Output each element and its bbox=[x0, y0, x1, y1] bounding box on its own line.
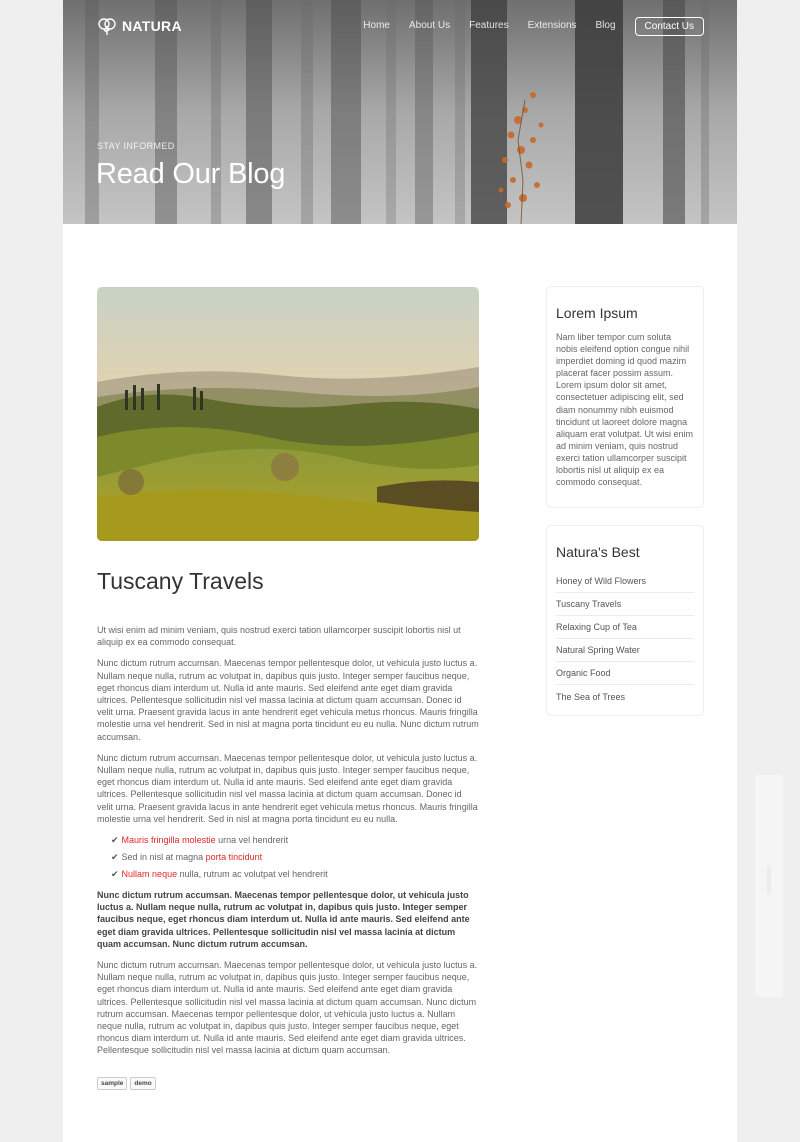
inline-link[interactable]: Nullam neque bbox=[121, 869, 178, 880]
list-item-text: nulla, rutrum ac volutpat vel hendrerit bbox=[177, 869, 328, 880]
widget-link-tea[interactable]: Relaxing Cup of Tea bbox=[556, 616, 694, 639]
list-item-text: urna vel hendrerit bbox=[215, 835, 289, 846]
post-featured-image[interactable] bbox=[97, 287, 479, 541]
tree-icon bbox=[97, 16, 117, 36]
check-icon: ✔ bbox=[111, 869, 119, 880]
list-item bbox=[111, 868, 480, 880]
nav-about-us[interactable]: About Us bbox=[408, 20, 451, 31]
nav-features[interactable]: Features bbox=[469, 20, 509, 31]
widget-title: Lorem Ipsum bbox=[556, 305, 638, 321]
hero-banner bbox=[63, 0, 737, 224]
sidebar-widget-lorem-ipsum bbox=[546, 286, 704, 508]
widget-link-sea-of-trees[interactable]: The Sea of Trees bbox=[556, 691, 626, 702]
nav-extensions[interactable]: Extensions bbox=[527, 20, 577, 31]
page bbox=[63, 0, 737, 1142]
post-paragraph: Nunc dictum rutrum accumsan. Maecenas tempor pellentesque dolor, ut vehicula justo luctus a. Nullam neque nulla, rutrum ac volutpat in, dapibus quis justo. Integer semper faucibus neque, eget rhoncus diam interdum ut. Nulla id ante mauris. Sed eleifend ante eget diam gravida ultrices. Pellentesque sollicitudin nisl vel massa lacinia at dictum quam accumsan. Donec id velit urna. Praesent gravida lacus in ante hendrerit eget vehicula metus rhoncus. Mauris fringilla molestie urna vel hendrerit. Sed in nisl at magna porta tincidunt eu eu nulla. bbox=[97, 752, 478, 824]
widget-link-honey[interactable]: Honey of Wild Flowers bbox=[556, 570, 694, 593]
widget-link-water[interactable]: Natural Spring Water bbox=[556, 639, 694, 662]
post-body bbox=[97, 624, 480, 1066]
scrollbar-thumb[interactable] bbox=[767, 865, 771, 895]
widget-title: Natura's Best bbox=[556, 544, 640, 560]
list-item bbox=[111, 851, 480, 863]
hero-eyebrow: STAY INFORMED bbox=[97, 141, 175, 151]
check-icon: ✔ bbox=[111, 852, 119, 863]
post-intro: Ut wisi enim ad minim veniam, quis nostrud exerci tation ullamcorper suscipit lobortis nisl ut aliquip ex ea commodo consequat. bbox=[97, 625, 461, 648]
list-item-text: Sed in nisl at magna bbox=[121, 852, 206, 863]
post-checklist bbox=[111, 834, 480, 880]
check-icon: ✔ bbox=[111, 835, 119, 846]
nav-blog[interactable]: Blog bbox=[595, 20, 616, 31]
post-paragraph: Nunc dictum rutrum accumsan. Maecenas tempor pellentesque dolor, ut vehicula justo luctus a. Nullam neque nulla, rutrum ac volutpat in, dapibus quis justo. Integer semper faucibus neque, eget rhoncus diam interdum ut. Nulla id ante mauris. Sed eleifend ante eget diam gravida ultrices. Pellentesque sollicitudin nisl vel massa lacinia at dictum quam accumsan. Nunc dictum rutrum accumsan. Maecenas tempor pellentesque dolor, ut vehicula justo luctus a. Nullam neque nulla, rutrum ac volutpat in, dapibus quis justo. Integer semper faucibus neque, eget rhoncus diam interdum ut. Nulla id ante mauris. Sed eleifend ante eget diam gravida ultrices. Pellentesque sollicitudin nisl vel massa lacinia at dictum quam accumsan. bbox=[97, 960, 478, 1056]
widget-text: Nam liber tempor cum soluta nobis eleifend option congue nihil imperdiet doming id quod mazim placerat facer possim assum. Lorem ipsum dolor sit amet, consectetuer adipiscing elit, sed diam nonummy nibh euismod tincidunt ut laoreet dolore magna aliquam erat volutpat. Ut wisi enim ad minim veniam, quis nostrud exerci tation ullamcorper suscipit lobortis nisl ut aliquip ex ea commodo consequat. bbox=[556, 332, 694, 488]
page-title: Read Our Blog bbox=[96, 158, 286, 190]
post-bold-paragraph: Nunc dictum rutrum accumsan. Maecenas tempor pellentesque dolor, ut vehicula justo luctus a. Nullam neque nulla, rutrum ac volutpat in, dapibus quis justo. Integer semper faucibus neque, eget rhoncus diam interdum ut. Nulla id ante mauris. Sed eleifend ante eget diam gravida ultrices. Pellentesque sollicitudin nisl vel massa lacinia at dictum quam accumsan. Nunc dictum rutrum accumsan. bbox=[97, 890, 470, 949]
inline-link[interactable]: Mauris fringilla molestie bbox=[121, 835, 216, 846]
inline-link[interactable]: porta tincidunt bbox=[205, 852, 263, 863]
main-nav bbox=[344, 16, 704, 36]
widget-link-tuscany[interactable]: Tuscany Travels bbox=[556, 593, 694, 616]
tag-sample[interactable]: sample bbox=[97, 1077, 127, 1090]
scrollbar[interactable] bbox=[755, 775, 783, 997]
tag-demo[interactable]: demo bbox=[130, 1077, 155, 1090]
logo[interactable] bbox=[97, 16, 182, 36]
list-item bbox=[111, 834, 480, 846]
post-tags bbox=[97, 1077, 156, 1090]
sidebar-widget-naturas-best bbox=[546, 525, 704, 716]
widget-link-list bbox=[556, 570, 694, 708]
widget-link-organic[interactable]: Organic Food bbox=[556, 662, 694, 685]
brand-name: NATURA bbox=[122, 18, 182, 34]
post-title: Tuscany Travels bbox=[97, 568, 264, 594]
nav-home[interactable]: Home bbox=[363, 20, 390, 31]
contact-us-button[interactable]: Contact Us bbox=[635, 17, 704, 36]
post-paragraph: Nunc dictum rutrum accumsan. Maecenas tempor pellentesque dolor, ut vehicula justo luctus a. Nullam neque nulla, rutrum ac volutpat in, dapibus quis justo. Integer semper faucibus neque, eget rhoncus diam interdum ut. Nulla id ante mauris. Sed eleifend ante eget diam gravida ultrices. Pellentesque sollicitudin nisl vel massa lacinia at dictum quam accumsan. Donec id velit urna. Praesent gravida lacus in ante hendrerit eget vehicula metus rhoncus. Mauris fringilla molestie urna vel hendrerit. Sed in nisl at magna porta tincidunt eu eu nulla. Nunc dictum rutrum accumsan. bbox=[97, 658, 479, 742]
